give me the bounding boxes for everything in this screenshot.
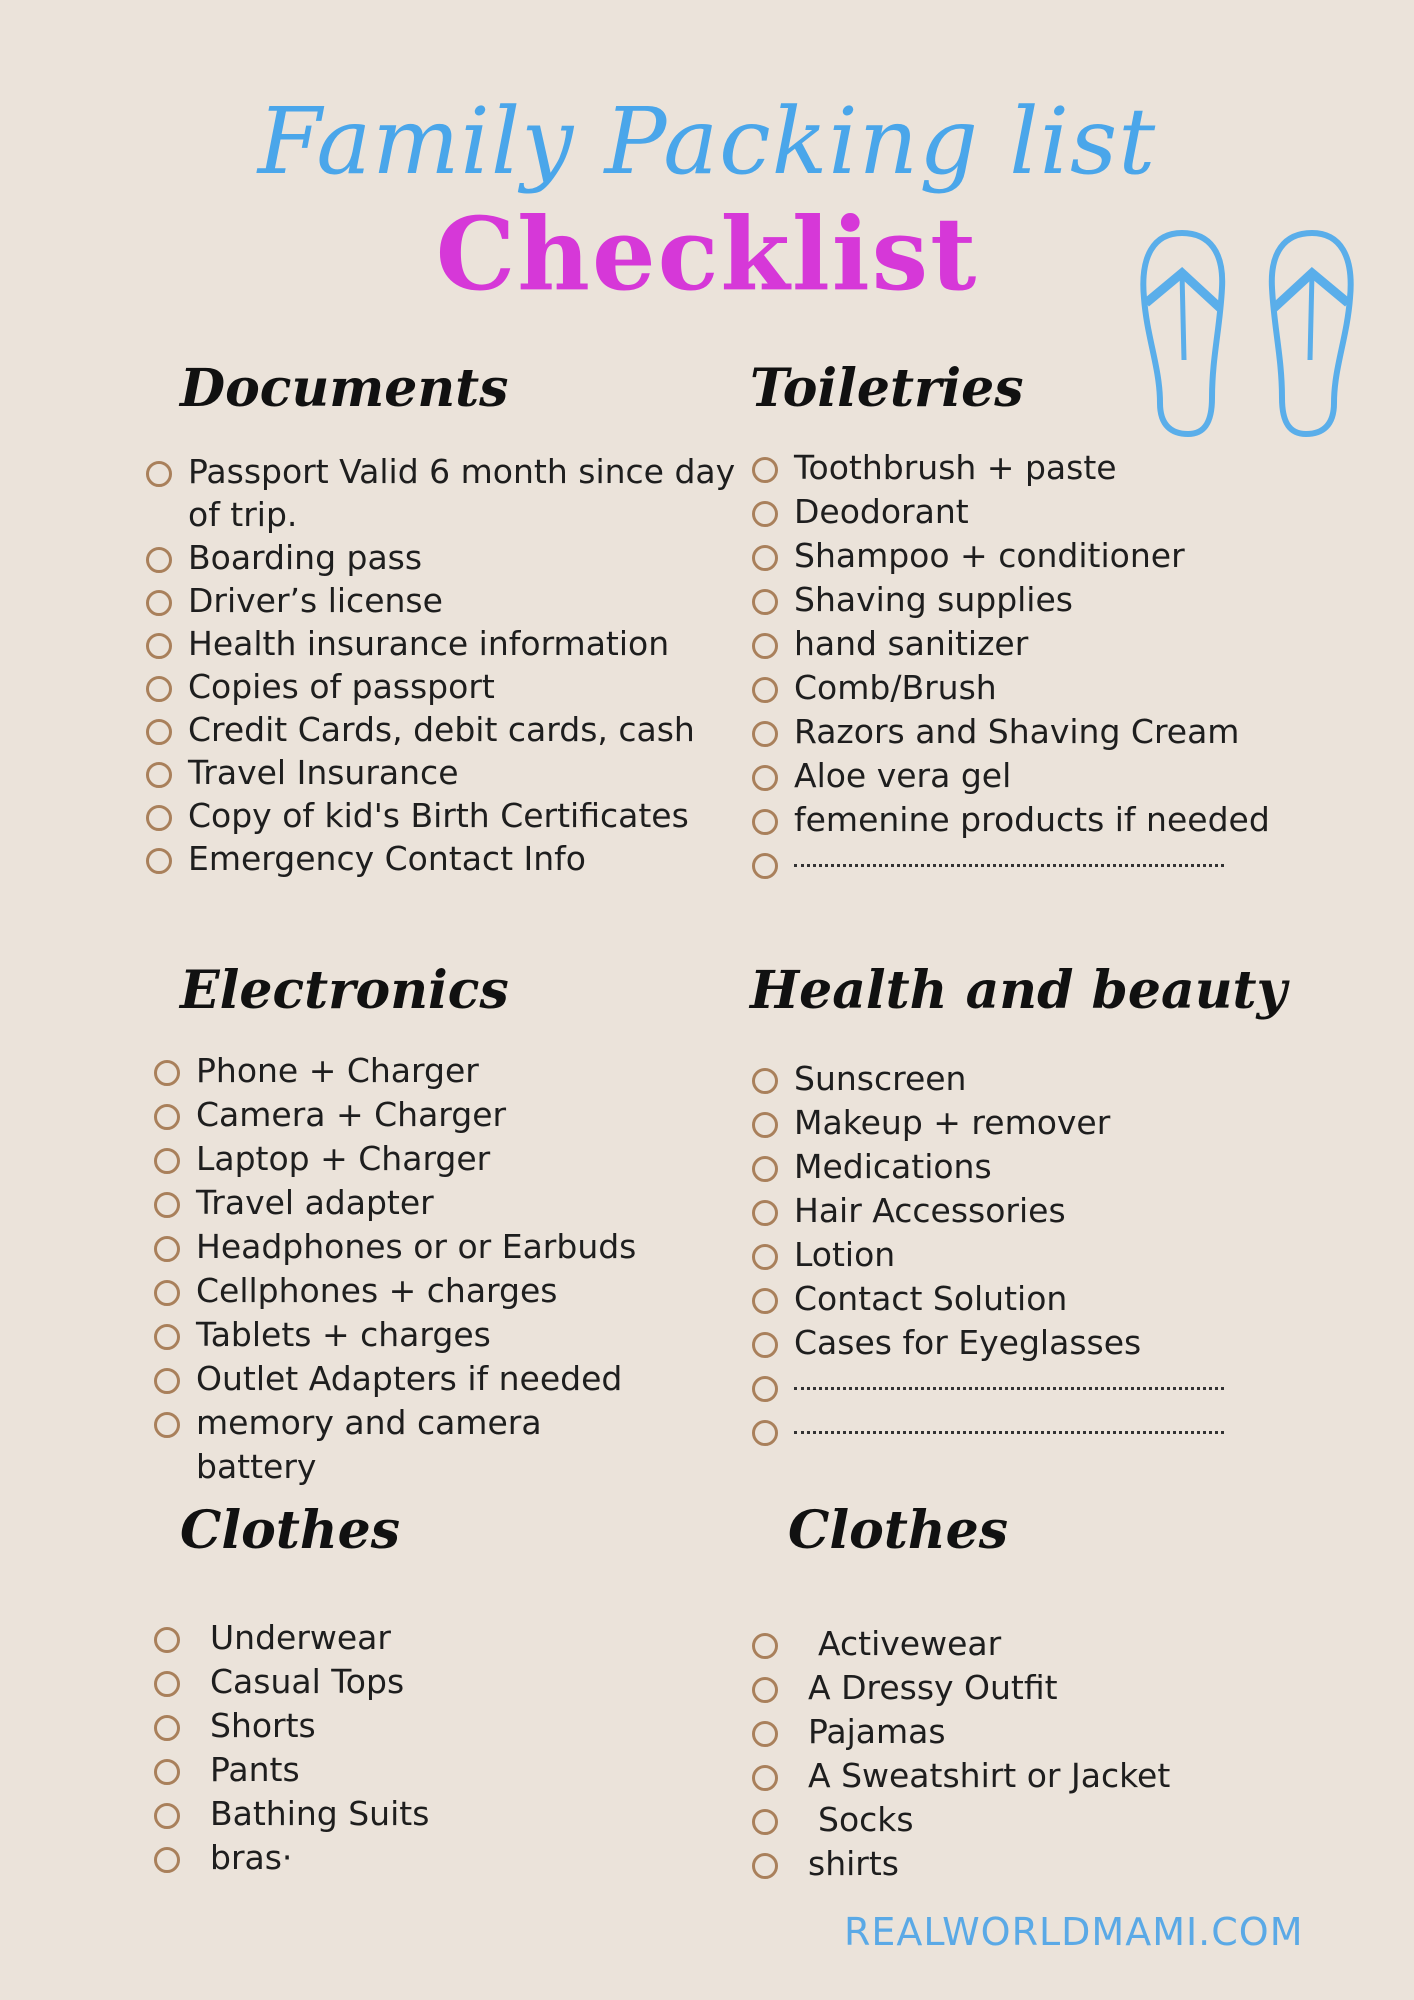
toiletries-heading: Toiletries bbox=[750, 358, 1024, 419]
list-item[interactable]: Outlet Adapters if needed bbox=[154, 1357, 734, 1401]
checkbox-circle-icon[interactable] bbox=[752, 1809, 778, 1835]
checkbox-circle-icon[interactable] bbox=[146, 676, 172, 702]
blank-line[interactable] bbox=[794, 1365, 1224, 1390]
health-beauty-section bbox=[750, 960, 1287, 1021]
list-item[interactable]: Casual Tops bbox=[154, 1660, 714, 1704]
checkbox-circle-icon[interactable] bbox=[154, 1104, 180, 1130]
clothes-left-list bbox=[154, 1616, 714, 1880]
list-item[interactable]: Emergency Contact Info bbox=[146, 837, 736, 880]
list-item[interactable]: Travel adapter bbox=[154, 1181, 734, 1225]
health-beauty-list bbox=[752, 1057, 1352, 1453]
checklist-title: Checklist bbox=[435, 195, 979, 313]
list-item[interactable]: Tablets + charges bbox=[154, 1313, 734, 1357]
checkbox-circle-icon[interactable] bbox=[752, 721, 778, 747]
blank-line[interactable] bbox=[794, 1409, 1224, 1434]
script-title: Family Packing list bbox=[257, 88, 1157, 195]
flip-flops-icon bbox=[1132, 228, 1364, 438]
clothes-right-section bbox=[788, 1500, 1008, 1561]
checkbox-circle-icon[interactable] bbox=[154, 1847, 180, 1873]
list-item[interactable]: Medications bbox=[752, 1145, 1352, 1189]
list-item[interactable]: Cases for Eyeglasses bbox=[752, 1321, 1352, 1365]
checkbox-circle-icon[interactable] bbox=[154, 1192, 180, 1218]
list-item[interactable]: Sunscreen bbox=[752, 1057, 1352, 1101]
list-item[interactable]: Phone + Charger bbox=[154, 1049, 734, 1093]
list-item[interactable]: Health insurance information bbox=[146, 622, 736, 665]
list-item[interactable]: Makeup + remover bbox=[752, 1101, 1352, 1145]
list-item[interactable]: memory and camera battery bbox=[154, 1401, 626, 1489]
list-item[interactable]: Pants bbox=[154, 1748, 714, 1792]
list-item[interactable]: Shorts bbox=[154, 1704, 714, 1748]
checkbox-circle-icon[interactable] bbox=[154, 1715, 180, 1741]
list-item[interactable]: shirts bbox=[752, 1842, 1352, 1886]
checkbox-circle-icon[interactable] bbox=[752, 677, 778, 703]
clothes-right-heading: Clothes bbox=[788, 1500, 1009, 1561]
list-item[interactable]: femenine products if needed bbox=[752, 798, 1352, 842]
list-item[interactable]: Travel Insurance bbox=[146, 751, 736, 794]
checkbox-circle-icon[interactable] bbox=[154, 1060, 180, 1086]
checkbox-circle-icon[interactable] bbox=[146, 633, 172, 659]
health-beauty-heading: Health and beauty bbox=[750, 960, 1287, 1021]
checkbox-circle-icon[interactable] bbox=[146, 848, 172, 874]
list-item[interactable]: Comb/Brush bbox=[752, 666, 1352, 710]
checkbox-circle-icon[interactable] bbox=[154, 1671, 180, 1697]
blank-list-item[interactable] bbox=[752, 1409, 1352, 1453]
checkbox-circle-icon[interactable] bbox=[752, 1288, 778, 1314]
checkbox-circle-icon[interactable] bbox=[154, 1236, 180, 1262]
checkbox-circle-icon[interactable] bbox=[146, 805, 172, 831]
toiletries-section bbox=[750, 358, 1024, 419]
checkbox-circle-icon[interactable] bbox=[154, 1803, 180, 1829]
checkbox-circle-icon[interactable] bbox=[752, 1332, 778, 1358]
list-item[interactable]: Headphones or or Earbuds bbox=[154, 1225, 734, 1269]
blank-list-item[interactable] bbox=[752, 1365, 1352, 1409]
checkbox-circle-icon[interactable] bbox=[752, 1721, 778, 1747]
list-item[interactable]: Aloe vera gel bbox=[752, 754, 1352, 798]
list-item[interactable]: A Sweatshirt or Jacket bbox=[752, 1754, 1352, 1798]
electronics-heading: Electronics bbox=[180, 960, 509, 1021]
electronics-list bbox=[154, 1049, 734, 1489]
checkbox-circle-icon[interactable] bbox=[752, 1200, 778, 1226]
checkbox-circle-icon[interactable] bbox=[154, 1627, 180, 1653]
list-item[interactable]: Passport Valid 6 month since day of trip. bbox=[146, 450, 736, 536]
list-item[interactable]: Lotion bbox=[752, 1233, 1352, 1277]
blank-line[interactable] bbox=[794, 842, 1224, 867]
list-item[interactable]: Camera + Charger bbox=[154, 1093, 734, 1137]
checkbox-circle-icon[interactable] bbox=[752, 1420, 778, 1446]
checkbox-circle-icon[interactable] bbox=[752, 545, 778, 571]
list-item[interactable]: bras· bbox=[154, 1836, 714, 1880]
checkbox-circle-icon[interactable] bbox=[154, 1368, 180, 1394]
list-item[interactable]: Cellphones + charges bbox=[154, 1269, 734, 1313]
list-item[interactable]: Boarding pass bbox=[146, 536, 736, 579]
checkbox-circle-icon[interactable] bbox=[752, 1765, 778, 1791]
checkbox-circle-icon[interactable] bbox=[752, 501, 778, 527]
checkbox-circle-icon[interactable] bbox=[752, 457, 778, 483]
list-item[interactable]: Shaving supplies bbox=[752, 578, 1352, 622]
list-item[interactable]: Activewear bbox=[752, 1622, 1352, 1666]
checkbox-circle-icon[interactable] bbox=[752, 1068, 778, 1094]
list-item[interactable]: Socks bbox=[752, 1798, 1352, 1842]
list-item[interactable]: hand sanitizer bbox=[752, 622, 1352, 666]
checkbox-circle-icon[interactable] bbox=[752, 1633, 778, 1659]
checkbox-circle-icon[interactable] bbox=[154, 1280, 180, 1306]
checkbox-circle-icon[interactable] bbox=[752, 1376, 778, 1402]
documents-heading: Documents bbox=[180, 358, 509, 419]
list-item[interactable]: Pajamas bbox=[752, 1710, 1352, 1754]
list-item[interactable]: A Dressy Outfit bbox=[752, 1666, 1352, 1710]
documents-list bbox=[146, 450, 736, 880]
checkbox-circle-icon[interactable] bbox=[146, 547, 172, 573]
checkbox-circle-icon[interactable] bbox=[752, 1112, 778, 1138]
checkbox-circle-icon[interactable] bbox=[752, 765, 778, 791]
electronics-section bbox=[180, 960, 509, 1021]
list-item[interactable]: Hair Accessories bbox=[752, 1189, 1352, 1233]
list-item[interactable]: Credit Cards, debit cards, cash bbox=[146, 708, 736, 751]
checkbox-circle-icon[interactable] bbox=[752, 1853, 778, 1879]
checkbox-circle-icon[interactable] bbox=[752, 1244, 778, 1270]
checkbox-circle-icon[interactable] bbox=[146, 719, 172, 745]
list-item[interactable]: Razors and Shaving Cream bbox=[752, 710, 1352, 754]
clothes-right-list bbox=[752, 1622, 1352, 1886]
blank-list-item[interactable] bbox=[752, 842, 1352, 886]
checkbox-circle-icon[interactable] bbox=[154, 1412, 180, 1438]
checkbox-circle-icon[interactable] bbox=[752, 1156, 778, 1182]
checkbox-circle-icon[interactable] bbox=[752, 633, 778, 659]
list-item[interactable]: Driver’s license bbox=[146, 579, 736, 622]
checkbox-circle-icon[interactable] bbox=[752, 1677, 778, 1703]
list-item[interactable]: Laptop + Charger bbox=[154, 1137, 734, 1181]
checkbox-circle-icon[interactable] bbox=[146, 762, 172, 788]
clothes-left-section bbox=[180, 1500, 400, 1561]
list-item[interactable]: Contact Solution bbox=[752, 1277, 1352, 1321]
list-item[interactable]: Copy of kid's Birth Certificates bbox=[146, 794, 736, 837]
checkbox-circle-icon[interactable] bbox=[146, 590, 172, 616]
list-item[interactable]: Shampoo + conditioner bbox=[752, 534, 1352, 578]
checkbox-circle-icon[interactable] bbox=[154, 1148, 180, 1174]
checkbox-circle-icon[interactable] bbox=[752, 809, 778, 835]
clothes-left-heading: Clothes bbox=[180, 1500, 401, 1561]
list-item[interactable]: Bathing Suits bbox=[154, 1792, 714, 1836]
list-item[interactable]: Toothbrush + paste bbox=[752, 446, 1352, 490]
checkbox-circle-icon[interactable] bbox=[752, 853, 778, 879]
checkbox-circle-icon[interactable] bbox=[154, 1324, 180, 1350]
checkbox-circle-icon[interactable] bbox=[154, 1759, 180, 1785]
list-item[interactable]: Deodorant bbox=[752, 490, 1352, 534]
checkbox-circle-icon[interactable] bbox=[146, 461, 172, 487]
toiletries-list bbox=[752, 446, 1352, 886]
documents-section bbox=[180, 358, 508, 419]
list-item[interactable]: Copies of passport bbox=[146, 665, 736, 708]
checkbox-circle-icon[interactable] bbox=[752, 589, 778, 615]
footer-site-link[interactable]: REALWORLDMAMI.COM bbox=[844, 1910, 1304, 1954]
list-item[interactable]: Underwear bbox=[154, 1616, 714, 1660]
